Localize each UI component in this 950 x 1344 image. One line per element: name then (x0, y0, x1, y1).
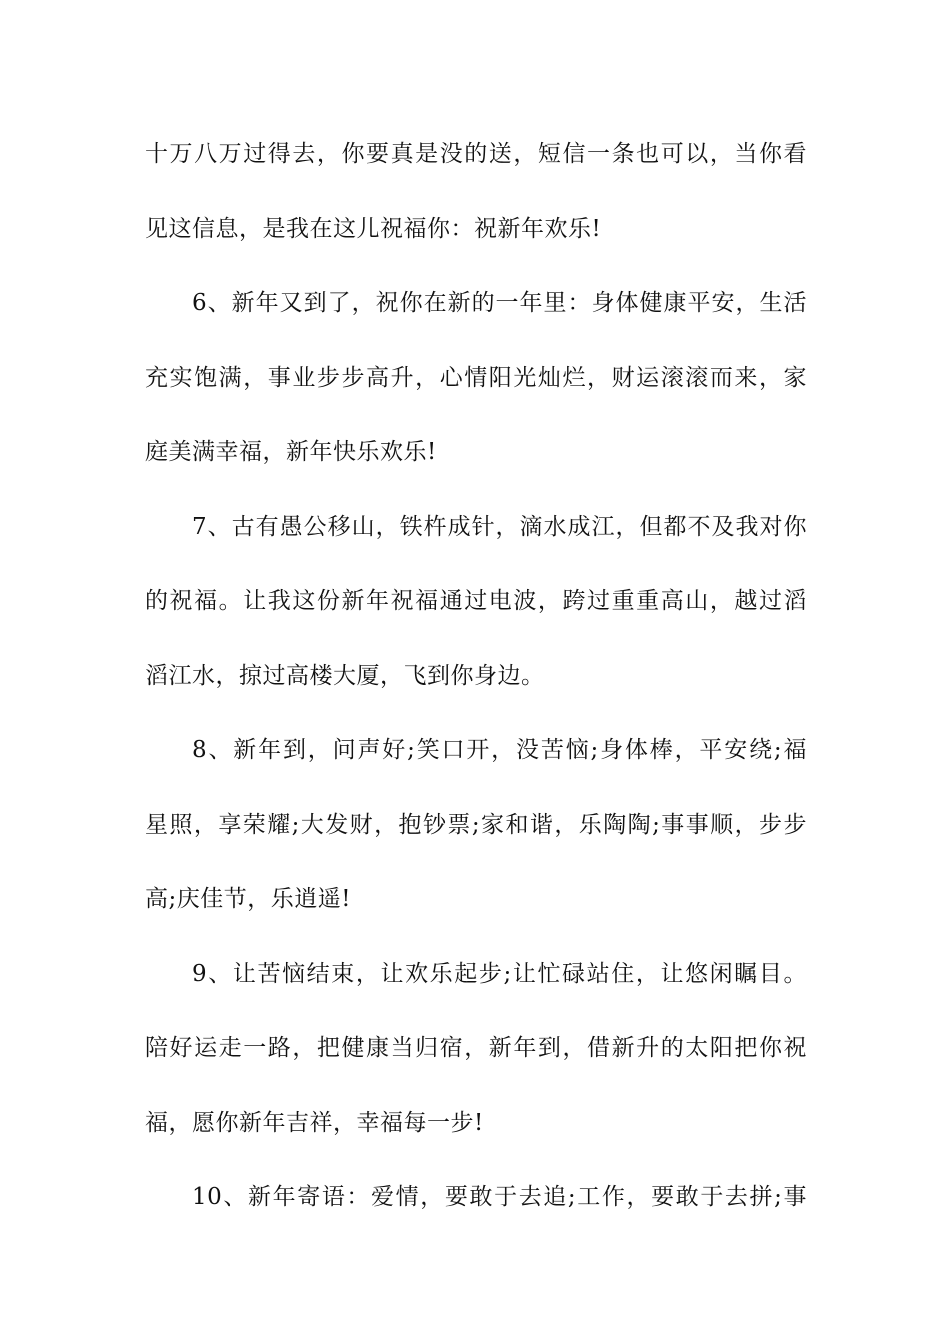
paragraph-line: 9、让苦恼结束，让欢乐起步;让忙碌站住，让悠闲瞩目。 (192, 960, 807, 987)
paragraph-line: 福，愿你新年吉祥，幸福每一步! (145, 1109, 484, 1136)
paragraph-line: 庭美满幸福，新年快乐欢乐! (145, 439, 437, 465)
paragraph-line: 十万八万过得去，你要真是没的送，短信一条也可以，当你看 (145, 141, 807, 167)
paragraph-line: 充实饱满，事业步步高升，心情阳光灿烂，财运滚滚而来，家 (145, 364, 807, 391)
paragraph-line: 星照，享荣耀;大发财，抱钞票;家和谐，乐陶陶;事事顺，步步 (145, 811, 807, 838)
document-body (145, 117, 807, 1235)
paragraph-line: 的祝福。让我这份新年祝福通过电波，跨过重重高山，越过滔 (145, 588, 807, 614)
paragraph-line: 高;庆佳节，乐逍遥! (145, 886, 351, 912)
paragraph-line: 10、新年寄语：爱情，要敢于去追;工作，要敢于去拼;事 (192, 1184, 807, 1210)
paragraph-line: 7、古有愚公移山，铁杵成针，滴水成江，但都不及我对你 (192, 513, 807, 540)
paragraph-line: 见这信息，是我在这儿祝福你：祝新年欢乐! (145, 215, 602, 242)
paragraph-line: 8、新年到，问声好;笑口开，没苦恼;身体棒，平安绕;福 (192, 737, 807, 763)
paragraph-line: 陪好运走一路，把健康当归宿，新年到，借新升的太阳把你祝 (145, 1035, 807, 1061)
paragraph-line: 6、新年又到了，祝你在新的一年里：身体健康平安，生活 (192, 290, 807, 316)
paragraph-line: 滔江水，掠过高楼大厦，飞到你身边。 (145, 662, 545, 689)
